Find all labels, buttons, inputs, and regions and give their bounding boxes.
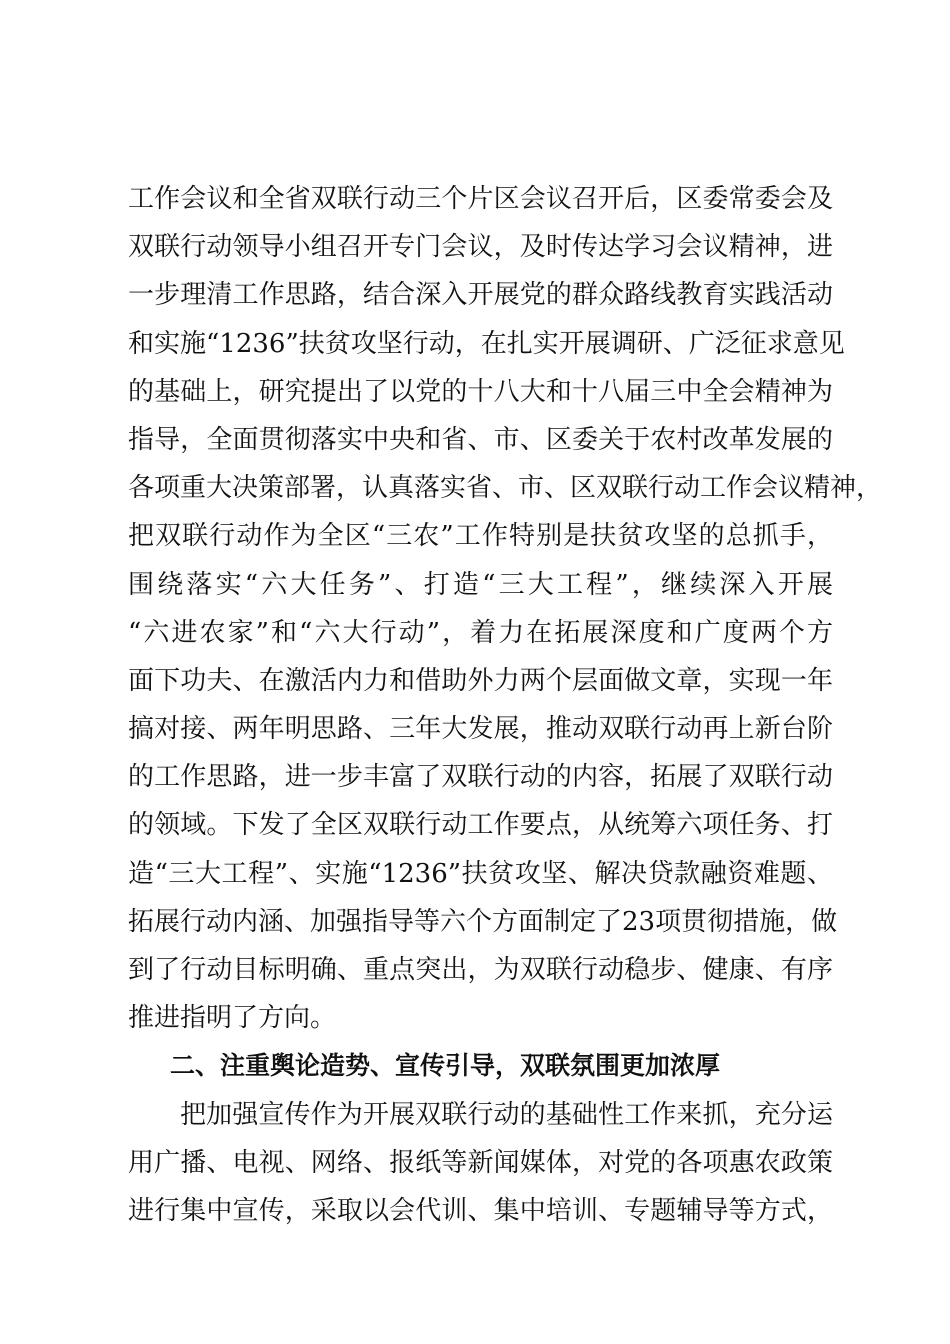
text-line: 工作会议和全省双联行动三个片区会议召开后，区委常委会及 — [128, 184, 833, 214]
text-line: 和实施“1236”扶贫攻坚行动，在扎实开展调研、广泛征求意见 — [128, 328, 845, 359]
section-heading: 二、注重舆论造势、宣传引导，双联氛围更加浓厚 — [170, 1051, 721, 1081]
text-line: 到了行动目标明确、重点突出，为双联行动稳步、健康、有序 — [128, 955, 833, 985]
document-body — [128, 175, 883, 1235]
text-line: 造“三大工程”、实施“1236”扶贫攻坚、解决贷款融资难题、 — [128, 858, 833, 889]
paragraph-1 — [128, 175, 883, 1042]
text-line: 推进指明了方向。 — [128, 1003, 337, 1034]
text-line: 的基础上，研究提出了以党的十八大和十八届三中全会精神为 — [128, 376, 833, 407]
text-line: “六进农家”和“六大行动”，着力在拓展深度和广度两个方 — [128, 617, 833, 648]
text-line: 围绕落实“六大任务”、打造“三大工程”，继续深入开展 — [128, 569, 833, 600]
text-line: 搞对接、两年明思路、三年大发展，推动双联行动再上新台阶 — [128, 714, 833, 745]
text-line: 一步理清工作思路，结合深入开展党的群众路线教育实践活动 — [128, 280, 833, 311]
text-line: 双联行动领导小组召开专门会议，及时传达学习会议精神，进 — [128, 232, 833, 263]
paragraph-2 — [128, 1091, 833, 1236]
text-line: 把加强宣传作为开展双联行动的基础性工作来抓，充分运 — [180, 1099, 833, 1130]
text-line: 把双联行动作为全区“三农”工作特别是扶贫攻坚的总抓手， — [128, 521, 833, 552]
text-line: 的工作思路，进一步丰富了双联行动的内容，拓展了双联行动 — [128, 762, 833, 793]
text-line: 各项重大决策部署，认真落实省、市、区双联行动工作会议精神， — [128, 473, 883, 504]
text-line: 的领域。下发了全区双联行动工作要点，从统筹六项任务、打 — [128, 810, 833, 841]
text-line: 用广播、电视、网络、报纸等新闻媒体，对党的各项惠农政策 — [128, 1147, 833, 1178]
text-line: 拓展行动内涵、加强指导等六个方面制定了23项贯彻措施，做 — [128, 906, 838, 937]
text-line: 进行集中宣传，采取以会代训、集中培训、专题辅导等方式， — [128, 1195, 833, 1226]
text-line: 面下功夫、在激活内力和借助外力两个层面做文章，实现一年 — [128, 665, 833, 696]
text-line: 指导，全面贯彻落实中央和省、市、区委关于农村改革发展的 — [128, 424, 833, 455]
